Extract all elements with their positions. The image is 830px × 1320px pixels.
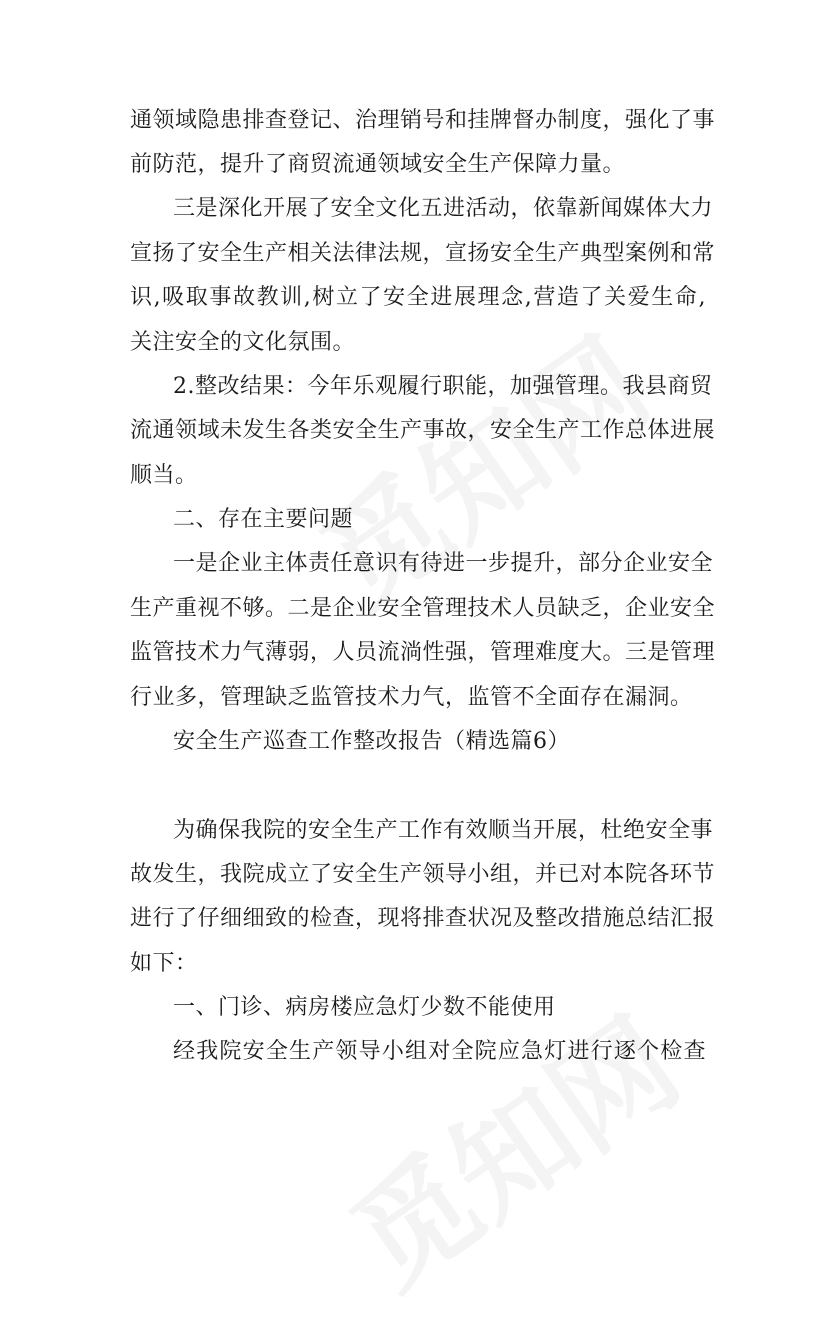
paragraph-line: 故发生，我院成立了安全生产领导小组，并已对本院各环节 [130,862,716,887]
paragraph-line: 前防范，提升了商贸流通领域安全生产保障力量。 [130,152,626,177]
paragraph-line: 关注安全的文化氛围。 [130,330,356,355]
paragraph-line: 2.整改结果：今年乐观履行职能，加强管理。我县商贸 [173,374,713,399]
paragraph-line: 行业多，管理缺乏监管技术力气，监管不全面存在漏洞。 [130,685,693,710]
paragraph-line: 三是深化开展了安全文化五进活动，依靠新闻媒体大力 [173,196,714,221]
paragraph-line: 经我院安全生产领导小组对全院应急灯进行逐个检查 [173,1039,706,1064]
watermark [313,972,707,1319]
paragraph-line: 流通领域未发生各类安全生产事故，安全生产工作总体进展 [130,418,716,443]
section-heading: 二、存在主要问题 [173,507,354,532]
paragraph-line: 顺当。 [130,463,198,488]
paragraph-line: 生产重视不够。二是企业安全管理技术人员缺乏，企业安全 [130,596,716,621]
paragraph-line: 监管技术力气薄弱，人员流淌性强，管理难度大。三是管理 [130,640,716,665]
paragraph-line: 识,吸取事故教训,树立了安全进展理念,营造了关爱生命, [130,285,706,310]
section-heading: 一、门诊、病房楼应急灯少数不能使用 [173,995,556,1020]
paragraph-line: 通领域隐患排查登记、治理销号和挂牌督办制度，强化了事 [130,108,716,133]
paragraph-line: 宣扬了安全生产相关法律法规，宣扬安全生产典型案例和常 [130,241,716,266]
section-title: 安全生产巡查工作整改报告（精选篇6） [173,729,570,754]
paragraph-line: 如下： [130,951,198,976]
paragraph-line: 一是企业主体责任意识有待进一步提升，部分企业安全 [173,551,714,576]
paragraph-line: 为确保我院的安全生产工作有效顺当开展，杜绝安全事 [173,818,714,843]
paragraph-line: 进行了仔细细致的检查，现将排查状况及整改措施总结汇报 [130,906,716,931]
